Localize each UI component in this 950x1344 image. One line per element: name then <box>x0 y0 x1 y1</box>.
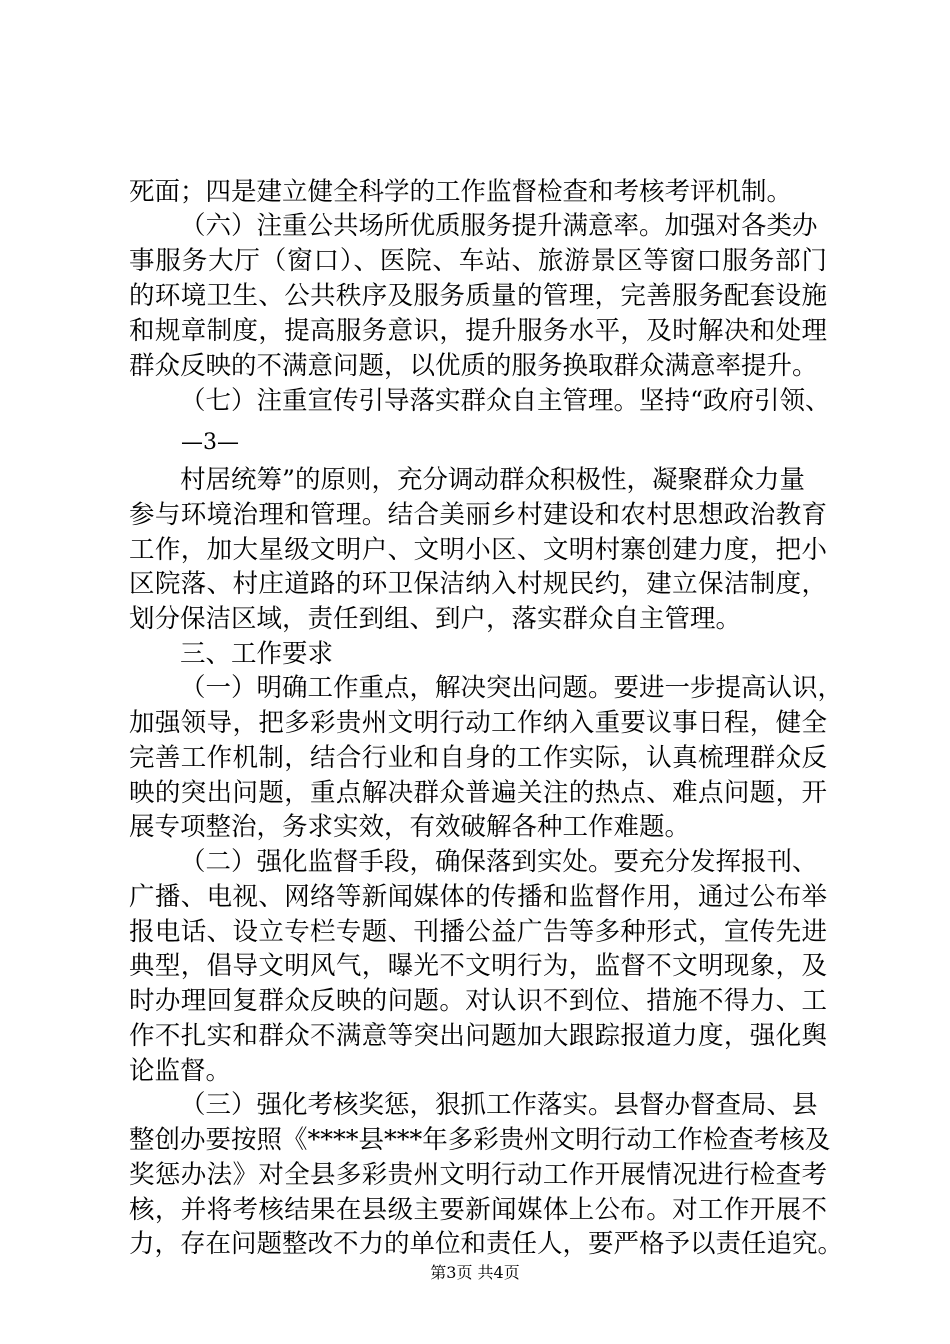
text-line: 村居统筹”的原则，充分调动群众积极性，凝聚群众力量 <box>180 465 806 495</box>
text-line: 报电话、设立专栏专题、刊播公益广告等多种形式，宣传先进 <box>129 917 827 947</box>
text-line: 典型，倡导文明风气，曝光不文明行为，监督不文明现象，及 <box>129 951 827 981</box>
text-line: 参与环境治理和管理。结合美丽乡村建设和农村思想政治教育 <box>129 500 827 530</box>
text-line: 核，并将考核结果在县级主要新闻媒体上公布。对工作开展不 <box>129 1195 827 1225</box>
text-line: 死面；四是建立健全科学的工作监督检查和考核考评机制。 <box>129 177 793 207</box>
text-line: 区院落、村庄道路的环卫保洁纳入村规民约，建立保洁制度， <box>129 569 827 599</box>
text-line: 奖惩办法》对全县多彩贵州文明行动工作开展情况进行检查考 <box>129 1160 827 1190</box>
text-line: 群众反映的不满意问题，以优质的服务换取群众满意率提升。 <box>129 351 818 381</box>
text-line: 划分保洁区域，责任到组、到户，落实群众自主管理。 <box>129 604 742 634</box>
text-line: 时办理回复群众反映的问题。对认识不到位、措施不得力、工 <box>129 986 827 1016</box>
text-line: （一）明确工作重点，解决突出问题。要进一步提高认识， <box>180 673 844 703</box>
page-footer: 第3页 共4页 <box>430 1263 520 1282</box>
text-line: 和规章制度，提高服务意识，提升服务水平，及时解决和处理 <box>129 316 827 346</box>
text-line: 力，存在问题整改不力的单位和责任人，要严格予以责任追究。 <box>129 1229 844 1259</box>
text-line: 的环境卫生、公共秩序及服务质量的管理，完善服务配套设施 <box>129 281 827 311</box>
text-line: （二）强化监督手段，确保落到实处。要充分发挥报刊、 <box>180 847 818 877</box>
text-line: 加强领导，把多彩贵州文明行动工作纳入重要议事日程，健全 <box>129 708 827 738</box>
text-line: 广播、电视、网络等新闻媒体的传播和监督作用，通过公布举 <box>129 882 827 912</box>
text-line: 工作，加大星级文明户、文明小区、文明村寨创建力度，把小 <box>129 535 827 565</box>
text-line: （三）强化考核奖惩，狠抓工作落实。县督办督查局、县 <box>180 1090 818 1120</box>
text-line: 整创办要按照《****县***年多彩贵州文明行动工作检查考核及 <box>129 1125 831 1155</box>
text-line: 映的突出问题，重点解决群众普遍关注的热点、难点问题，开 <box>129 778 827 808</box>
text-line: （六）注重公共场所优质服务提升满意率。加强对各类办 <box>180 211 818 241</box>
section-heading: 三、工作要求 <box>180 639 334 669</box>
text-line: 展专项整治，务求实效，有效破解各种工作难题。 <box>129 812 691 842</box>
text-line: 事服务大厅（窗口）、医院、车站、旅游景区等窗口服务部门 <box>129 246 827 276</box>
text-line: 完善工作机制，结合行业和自身的工作实际，认真梳理群众反 <box>129 743 827 773</box>
page-mark: —3— <box>181 430 239 455</box>
text-line: （七）注重宣传引导落实群众自主管理。坚持“政府引领、 <box>180 386 831 416</box>
text-line: 作不扎实和群众不满意等突出问题加大跟踪报道力度，强化舆 <box>129 1021 827 1051</box>
text-line: 论监督。 <box>129 1056 232 1086</box>
